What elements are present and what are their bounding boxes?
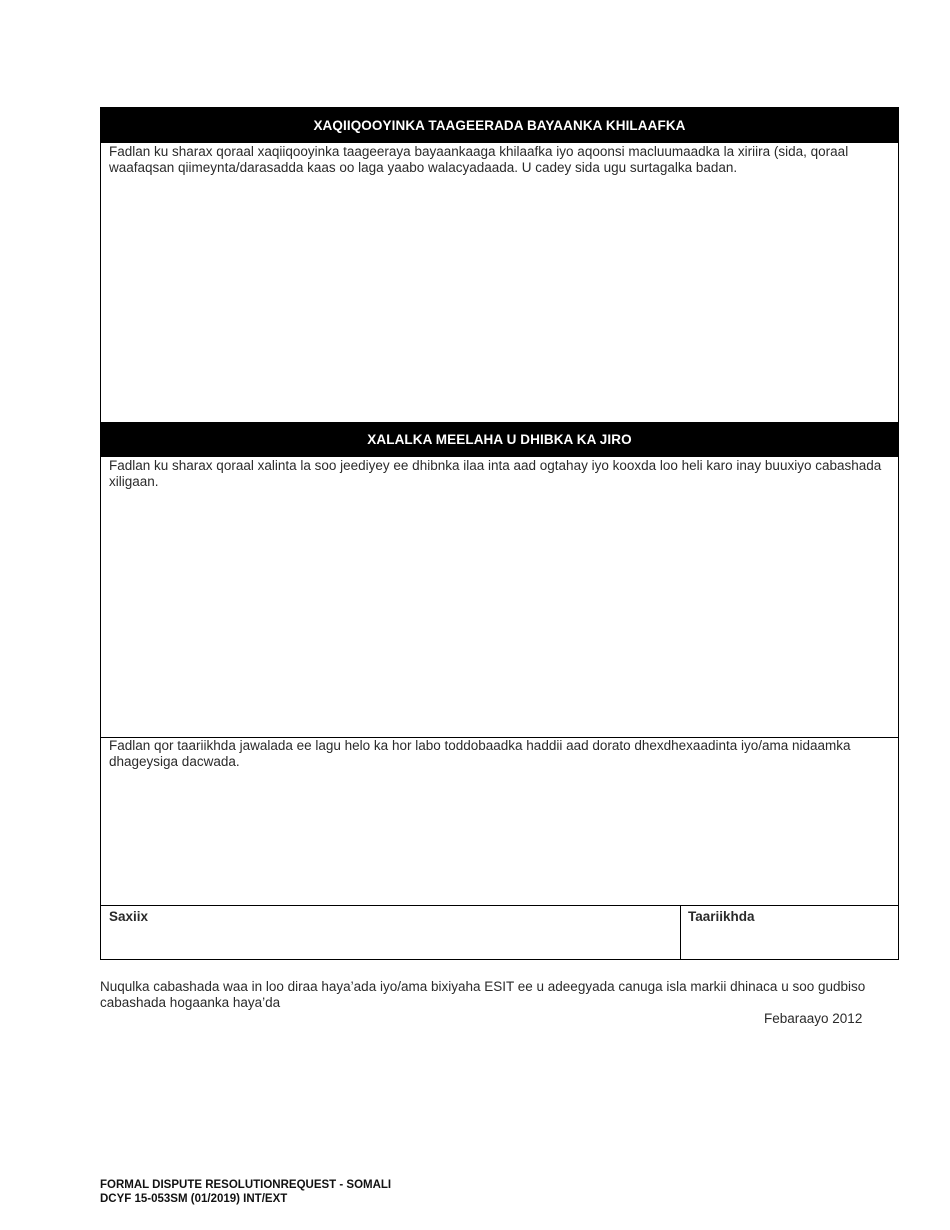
revision-date: Febaraayo 2012 <box>764 1011 863 1026</box>
supporting-facts-instructions: Fadlan ku sharax qoraal xaqiiqooyinka taageeraya bayaankaaga khilaafka iyo aqoonsi macluumaadka la xiriira (sida, qoraal waafaqsan qiimeynta/darasadda kaas oo laga yaabo walacyadaada. U cadey sida ugu surtagalka badan. <box>109 144 849 175</box>
supporting-facts-field[interactable] <box>101 178 898 421</box>
date-field[interactable] <box>681 906 899 960</box>
signature-label: Saxiix <box>109 909 149 924</box>
dispute-form-box <box>100 107 899 960</box>
availability-dates-field[interactable] <box>101 772 898 904</box>
section-header-proposed-resolution: XALALKA MEELAHA U DHIBKA KA JIRO <box>101 422 898 457</box>
signature-field[interactable] <box>101 906 680 960</box>
section-header-supporting-facts: XAQIIQOOYINKA TAAGEERADA BAYAANKA KHILAAFKA <box>101 108 898 143</box>
date-label: Taariikhda <box>688 909 755 924</box>
form-title: FORMAL DISPUTE RESOLUTIONREQUEST - SOMALI <box>100 1179 392 1191</box>
availability-dates-instructions: Fadlan qor taariikhda jawalada ee lagu helo ka hor labo toddobaadka haddii aad dorato dhexdhexaadinta iyo/ama nidaamka dhageysiga dacwada. <box>109 738 851 769</box>
form-number: DCYF 15-053SM (01/2019) INT/EXT <box>100 1193 288 1205</box>
proposed-resolution-instructions: Fadlan ku sharax qoraal xalinta la soo jeediyey ee dhibnka ilaa inta aad ogtahay iyo kooxda loo heli karo inay buuxiyo cabashada xiligaan. <box>109 458 882 489</box>
copy-notice: Nuqulka cabashada waa in loo diraa haya’ada iyo/ama bixiyaha ESIT ee u adeegyada canuga isla markii dhinaca u soo gudbiso cabashada hogaanka haya’da <box>100 979 866 1010</box>
form-footer <box>100 1178 391 1206</box>
proposed-resolution-field[interactable] <box>101 492 898 736</box>
